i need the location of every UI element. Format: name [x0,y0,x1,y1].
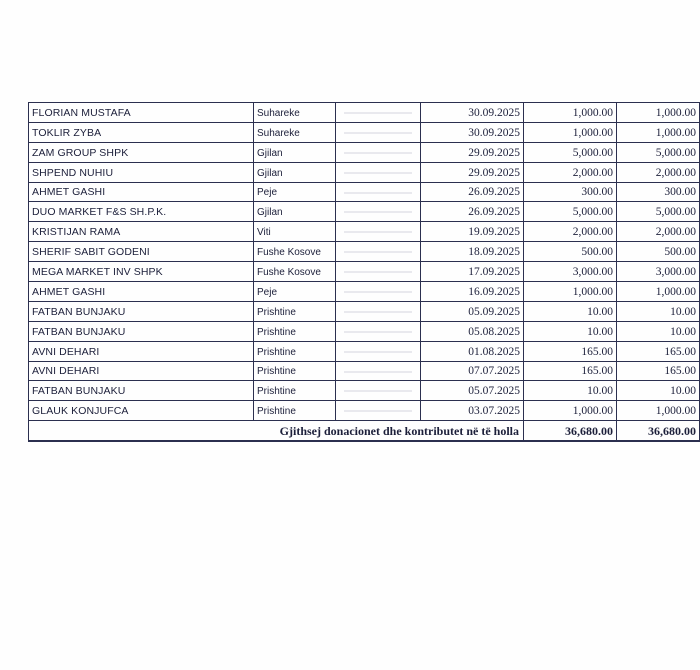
donor-city: Viti [254,222,336,242]
redaction-mask [344,192,412,194]
donor-name: MEGA MARKET INV SHPK [29,262,254,282]
redacted-cell [336,242,421,262]
redaction-mask [344,112,412,114]
donor-city: Prishtine [254,361,336,381]
donation-amount: 1,000.00 [524,122,617,142]
donation-total: 1,000.00 [617,282,700,302]
donor-city: Prishtine [254,341,336,361]
table-row [29,282,700,302]
donor-name: AHMET GASHI [29,282,254,302]
table-row [29,182,700,202]
donation-amount: 3,000.00 [524,262,617,282]
donation-amount: 2,000.00 [524,222,617,242]
donation-date: 26.09.2025 [421,182,524,202]
donation-date: 16.09.2025 [421,282,524,302]
donation-date: 05.09.2025 [421,301,524,321]
redacted-cell [336,262,421,282]
total-row [29,421,700,441]
donor-name: FLORIAN MUSTAFA [29,103,254,123]
donation-date: 19.09.2025 [421,222,524,242]
donation-amount: 5,000.00 [524,202,617,222]
table-row [29,103,700,123]
donor-name: DUO MARKET F&S SH.P.K. [29,202,254,222]
donation-total: 5,000.00 [617,142,700,162]
redacted-cell [336,202,421,222]
donor-city: Prishtine [254,301,336,321]
redacted-cell [336,381,421,401]
redaction-mask [344,351,412,353]
donation-date: 30.09.2025 [421,103,524,123]
donation-amount: 2,000.00 [524,162,617,182]
donation-amount: 165.00 [524,341,617,361]
donation-total: 2,000.00 [617,162,700,182]
donor-city: Fushe Kosove [254,242,336,262]
donation-date: 07.07.2025 [421,361,524,381]
donor-city: Suhareke [254,103,336,123]
table-row [29,321,700,341]
table-row [29,262,700,282]
table-row [29,301,700,321]
donation-total: 10.00 [617,301,700,321]
table-row [29,401,700,421]
redaction-mask [344,211,412,213]
redaction-mask [344,152,412,154]
donation-total: 10.00 [617,381,700,401]
redaction-mask [344,311,412,313]
redacted-cell [336,361,421,381]
table-row [29,222,700,242]
donor-city: Peje [254,282,336,302]
donation-amount: 300.00 [524,182,617,202]
donor-name: AHMET GASHI [29,182,254,202]
total-sum: 36,680.00 [617,421,700,441]
redaction-mask [344,331,412,333]
donor-name: KRISTIJAN RAMA [29,222,254,242]
table-row [29,242,700,262]
donation-amount: 10.00 [524,381,617,401]
table-body [29,103,700,441]
donation-date: 30.09.2025 [421,122,524,142]
table-row [29,142,700,162]
redacted-cell [336,222,421,242]
redacted-cell [336,321,421,341]
total-amount: 36,680.00 [524,421,617,441]
redacted-cell [336,301,421,321]
redaction-mask [344,231,412,233]
redaction-mask [344,172,412,174]
donation-amount: 165.00 [524,361,617,381]
donor-name: FATBAN BUNJAKU [29,321,254,341]
donation-amount: 1,000.00 [524,282,617,302]
redaction-mask [344,251,412,253]
donations-table [28,102,700,442]
donor-name: ZAM GROUP SHPK [29,142,254,162]
donation-date: 17.09.2025 [421,262,524,282]
redacted-cell [336,282,421,302]
redacted-cell [336,162,421,182]
redaction-mask [344,390,412,392]
donation-date: 26.09.2025 [421,202,524,222]
donation-amount: 1,000.00 [524,401,617,421]
donation-date: 29.09.2025 [421,162,524,182]
donation-total: 165.00 [617,361,700,381]
table-row [29,381,700,401]
donation-total: 500.00 [617,242,700,262]
table-row [29,122,700,142]
donation-total: 300.00 [617,182,700,202]
redacted-cell [336,341,421,361]
donation-date: 03.07.2025 [421,401,524,421]
donor-city: Gjilan [254,142,336,162]
donation-amount: 1,000.00 [524,103,617,123]
donor-name: SHERIF SABIT GODENI [29,242,254,262]
donor-city: Peje [254,182,336,202]
donation-amount: 10.00 [524,321,617,341]
donation-total: 1,000.00 [617,401,700,421]
donor-name: FATBAN BUNJAKU [29,301,254,321]
donation-date: 05.07.2025 [421,381,524,401]
total-label: Gjithsej donacionet dhe kontributet në të holla [29,421,524,441]
redacted-cell [336,182,421,202]
donation-total: 1,000.00 [617,103,700,123]
table-row [29,341,700,361]
redaction-mask [344,271,412,273]
donation-total: 2,000.00 [617,222,700,242]
donor-name: AVNI DEHARI [29,361,254,381]
donor-city: Prishtine [254,381,336,401]
table-row [29,361,700,381]
donation-total: 10.00 [617,321,700,341]
donation-amount: 500.00 [524,242,617,262]
donor-city: Suhareke [254,122,336,142]
redaction-mask [344,371,412,373]
donation-total: 165.00 [617,341,700,361]
redacted-cell [336,103,421,123]
redaction-mask [344,291,412,293]
donation-date: 18.09.2025 [421,242,524,262]
donor-city: Prishtine [254,401,336,421]
donation-amount: 5,000.00 [524,142,617,162]
donor-name: SHPEND NUHIU [29,162,254,182]
redacted-cell [336,142,421,162]
donor-name: AVNI DEHARI [29,341,254,361]
donor-city: Gjilan [254,202,336,222]
donor-city: Prishtine [254,321,336,341]
table-row [29,202,700,222]
donor-city: Gjilan [254,162,336,182]
donation-date: 29.09.2025 [421,142,524,162]
redaction-mask [344,132,412,134]
donation-date: 05.08.2025 [421,321,524,341]
redaction-mask [344,410,412,412]
redacted-cell [336,122,421,142]
donor-name: TOKLIR ZYBA [29,122,254,142]
donation-total: 3,000.00 [617,262,700,282]
donation-total: 1,000.00 [617,122,700,142]
donor-name: FATBAN BUNJAKU [29,381,254,401]
table-row [29,162,700,182]
donation-amount: 10.00 [524,301,617,321]
donor-city: Fushe Kosove [254,262,336,282]
donation-date: 01.08.2025 [421,341,524,361]
donor-name: GLAUK KONJUFCA [29,401,254,421]
donation-total: 5,000.00 [617,202,700,222]
redacted-cell [336,401,421,421]
